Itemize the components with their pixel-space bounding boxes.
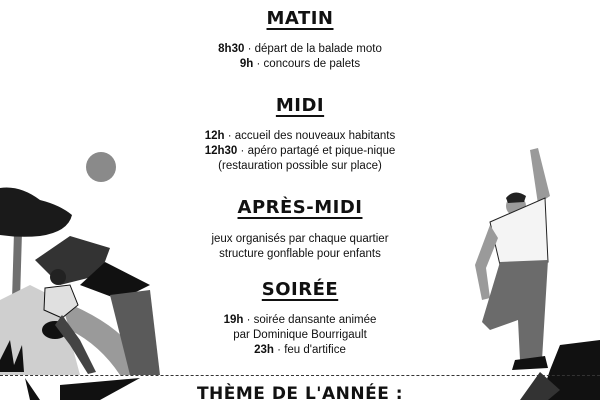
program-line [150, 42, 450, 57]
program-line [150, 129, 450, 144]
program-line: jeux organisés par chaque quartier [211, 233, 389, 245]
section-title-apres-midi: APRÈS-MIDI [237, 197, 363, 218]
activity-text: départ de la balade moto [254, 43, 382, 55]
bottom-foliage [25, 378, 140, 400]
section-title-soiree: SOIRÉE [261, 279, 339, 300]
section-title-matin: MATIN [266, 8, 334, 29]
time-label: 9h [239, 58, 254, 70]
activity-text: concours de palets [263, 58, 361, 70]
time-label: 12h30 [204, 145, 238, 157]
activity-text: accueil des nouveaux habitants [234, 130, 396, 142]
rider-head [50, 269, 66, 285]
program-line [150, 313, 450, 328]
separator: · [237, 145, 248, 157]
sun-icon [86, 152, 116, 182]
separator: · [224, 130, 235, 142]
program-note: par Dominique Bourrigault [233, 329, 367, 341]
time-label: 23h [254, 344, 274, 356]
dancer-arm-raised [530, 148, 550, 204]
dancer-shoe [512, 356, 548, 370]
time-label: 19h [223, 314, 244, 326]
program-line [150, 57, 450, 72]
dancer-pants [482, 260, 548, 360]
separator: · [273, 344, 285, 356]
separator: · [253, 58, 264, 70]
dashed-divider [0, 375, 600, 376]
program-line: structure gonflable pour enfants [219, 248, 381, 260]
theme-title: THÈME DE L'ANNÉE : [196, 384, 404, 404]
activity-text: apéro partagé et pique-nique [247, 145, 396, 157]
program-line [150, 144, 450, 159]
tree-canopy [0, 188, 72, 237]
dancer-hair [506, 192, 526, 203]
separator: · [244, 43, 255, 55]
activity-text: soirée dansante animée [253, 314, 377, 326]
program-note: (restauration possible sur place) [218, 160, 382, 172]
section-title-midi: MIDI [275, 95, 325, 116]
time-label: 8h30 [218, 43, 245, 55]
separator: · [243, 314, 254, 326]
time-label: 12h [204, 130, 225, 142]
program-line [150, 343, 450, 358]
activity-text: feu d'artifice [284, 344, 346, 356]
